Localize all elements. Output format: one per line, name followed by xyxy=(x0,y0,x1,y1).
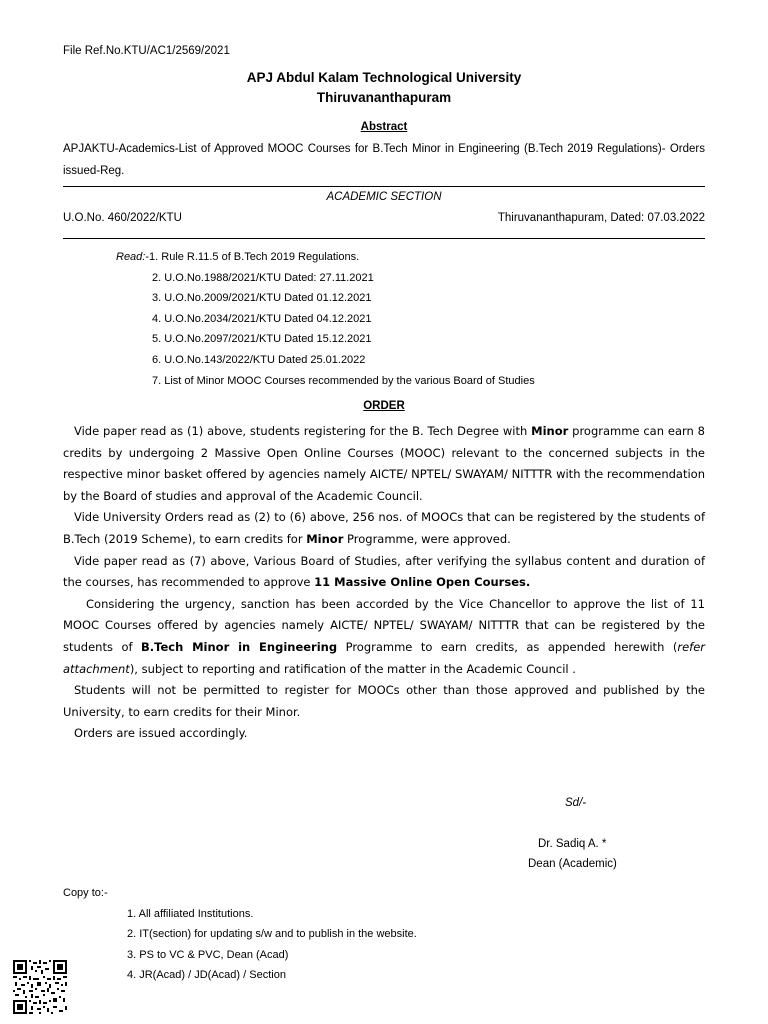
order-paragraph-3: Vide paper read as (7) above, Various Board of Studies, after verifying the syllabus content and duration of the courses, has recommended to approve 11 Massive Online Open Courses. xyxy=(63,553,705,590)
read-item: 4. U.O.No.2034/2021/KTU Dated 04.12.2021 xyxy=(152,313,372,325)
read-item: 5. U.O.No.2097/2021/KTU Dated 15.12.2021 xyxy=(152,333,372,345)
section-label: ACADEMIC SECTION xyxy=(326,191,442,203)
read-item: 2. U.O.No.1988/2021/KTU Dated: 27.11.2021 xyxy=(152,272,374,284)
uo-number: U.O.No. 460/2022/KTU xyxy=(63,212,182,224)
abstract-heading: Abstract xyxy=(360,121,408,133)
read-item: 6. U.O.No.143/2022/KTU Dated 25.01.2022 xyxy=(152,354,366,366)
abstract-text: APJAKTU-Academics-List of Approved MOOC Courses for B.Tech Minor in Engineering (B.Tech 2019 Regulations)- Orders issued-Reg. xyxy=(63,143,705,177)
order-body xyxy=(63,421,705,745)
file-reference: File Ref.No.KTU/AC1/2569/2021 xyxy=(63,45,230,57)
university-name: APJ Abdul Kalam Technological University xyxy=(246,70,522,85)
order-paragraph-6: Orders are issued accordingly. xyxy=(74,726,248,741)
signatory-designation: Dean (Academic) xyxy=(528,858,617,870)
copy-to-item: 1. All affiliated Institutions. xyxy=(127,908,254,920)
read-item: 3. U.O.No.2009/2021/KTU Dated 01.12.2021 xyxy=(152,292,372,304)
university-city: Thiruvananthapuram xyxy=(316,90,452,105)
qr-code xyxy=(13,960,67,1014)
read-first xyxy=(116,251,359,263)
copy-to-label: Copy to:- xyxy=(63,887,108,899)
order-paragraph-1: Vide paper read as (1) above, students registering for the B. Tech Degree with Minor programme can earn 8 credits by undergoing 2 Massive Open Online Courses (MOOC) relevant to the concerned subjects in the respective minor basket offered by agencies namely AICTE/ NPTEL/ SWAYAM/ NITTTR with the recommendation by the Board of studies and approval of the Academic Council. xyxy=(63,424,705,503)
divider-bottom xyxy=(63,238,705,239)
read-item: -1. Rule R.11.5 of B.Tech 2019 Regulations. xyxy=(145,251,360,263)
read-label: Read: xyxy=(116,251,146,263)
copy-to-item: 3. PS to VC & PVC, Dean (Acad) xyxy=(127,949,289,961)
place-date: Thiruvananthapuram, Dated: 07.03.2022 xyxy=(497,212,705,224)
signature-mark: Sd/- xyxy=(565,797,587,809)
order-heading: ORDER xyxy=(363,400,405,412)
read-item: 7. List of Minor MOOC Courses recommended by the various Board of Studies xyxy=(152,375,535,387)
order-paragraph-5: Students will not be permitted to register for MOOCs other than those approved and published by the University, to earn credits for their Minor. xyxy=(63,683,705,719)
order-paragraph-2: Vide University Orders read as (2) to (6) above, 256 nos. of MOOCs that can be registered by the students of B.Tech (2019 Scheme), to earn credits for Minor Programme, were approved. xyxy=(63,510,705,546)
divider-top xyxy=(63,186,705,187)
order-paragraph-4: Considering the urgency, sanction has been accorded by the Vice Chancellor to approve the list of 11 MOOC Courses offered by agencies namely AICTE/ NPTEL/ SWAYAM/ NITTTR that can be registered by the students of B.Tech Minor in Engineering Programme to earn credits, as appended herewith (refer attachment), subject to reporting and ratification of the matter in the Academic Council . xyxy=(63,596,705,676)
copy-to-item: 2. IT(section) for updating s/w and to publish in the website. xyxy=(127,928,417,940)
signatory-name: Dr. Sadiq A. * xyxy=(538,838,607,850)
copy-to-item: 4. JR(Acad) / JD(Acad) / Section xyxy=(127,969,286,981)
